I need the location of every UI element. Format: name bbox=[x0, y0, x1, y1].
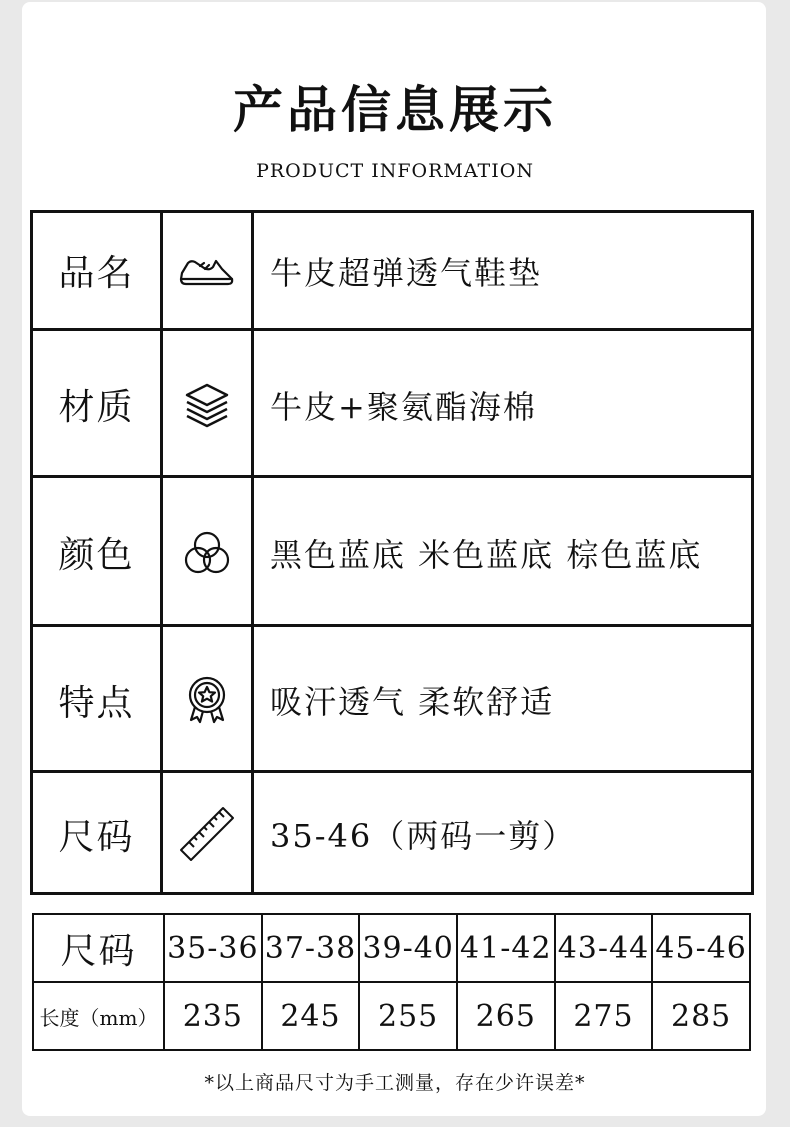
info-row-feature bbox=[33, 624, 751, 773]
layers-icon bbox=[183, 382, 231, 428]
info-label: 颜色 bbox=[33, 478, 163, 627]
info-label: 尺码 bbox=[33, 773, 163, 895]
length-header: 长度（mm） bbox=[33, 982, 164, 1050]
info-label: 材质 bbox=[33, 331, 163, 478]
length-cell: 255 bbox=[359, 982, 457, 1050]
size-cell: 43-44 bbox=[555, 914, 653, 982]
info-row-color bbox=[33, 475, 751, 627]
color-circles-icon bbox=[182, 530, 232, 576]
info-row-name bbox=[33, 213, 751, 328]
size-cell: 37-38 bbox=[262, 914, 360, 982]
size-row bbox=[33, 914, 750, 982]
info-value: 牛皮超弹透气鞋垫 bbox=[270, 253, 543, 292]
size-cell: 41-42 bbox=[457, 914, 555, 982]
length-cell: 285 bbox=[652, 982, 750, 1050]
length-row bbox=[33, 982, 750, 1050]
info-value: 35-46（两码一剪） bbox=[270, 817, 577, 855]
info-value: 吸汗透气 柔软舒适 bbox=[270, 683, 555, 721]
length-cell: 275 bbox=[555, 982, 653, 1050]
page-title: 产品信息展示 bbox=[233, 80, 557, 139]
size-cell: 35-36 bbox=[164, 914, 262, 982]
length-cell: 265 bbox=[457, 982, 555, 1050]
ruler-icon bbox=[177, 804, 237, 864]
sneaker-icon bbox=[178, 251, 236, 291]
info-row-material bbox=[33, 328, 751, 478]
page-subtitle: PRODUCT INFORMATION bbox=[256, 160, 534, 182]
size-cell: 45-46 bbox=[652, 914, 750, 982]
info-label: 品名 bbox=[33, 213, 163, 328]
size-cell: 39-40 bbox=[359, 914, 457, 982]
info-label: 特点 bbox=[33, 627, 163, 773]
size-chart bbox=[32, 913, 751, 1051]
info-value: 黑色蓝底 米色蓝底 棕色蓝底 bbox=[270, 535, 703, 574]
info-row-size bbox=[33, 770, 751, 895]
product-info-table bbox=[30, 210, 754, 895]
measurement-note: *以上商品尺寸为手工测量，存在少许误差* bbox=[204, 1072, 586, 1094]
size-header: 尺码 bbox=[33, 914, 164, 982]
award-badge-icon bbox=[184, 675, 230, 725]
info-value: 牛皮+聚氨酯海棉 bbox=[270, 387, 537, 426]
length-cell: 245 bbox=[262, 982, 360, 1050]
length-cell: 235 bbox=[164, 982, 262, 1050]
